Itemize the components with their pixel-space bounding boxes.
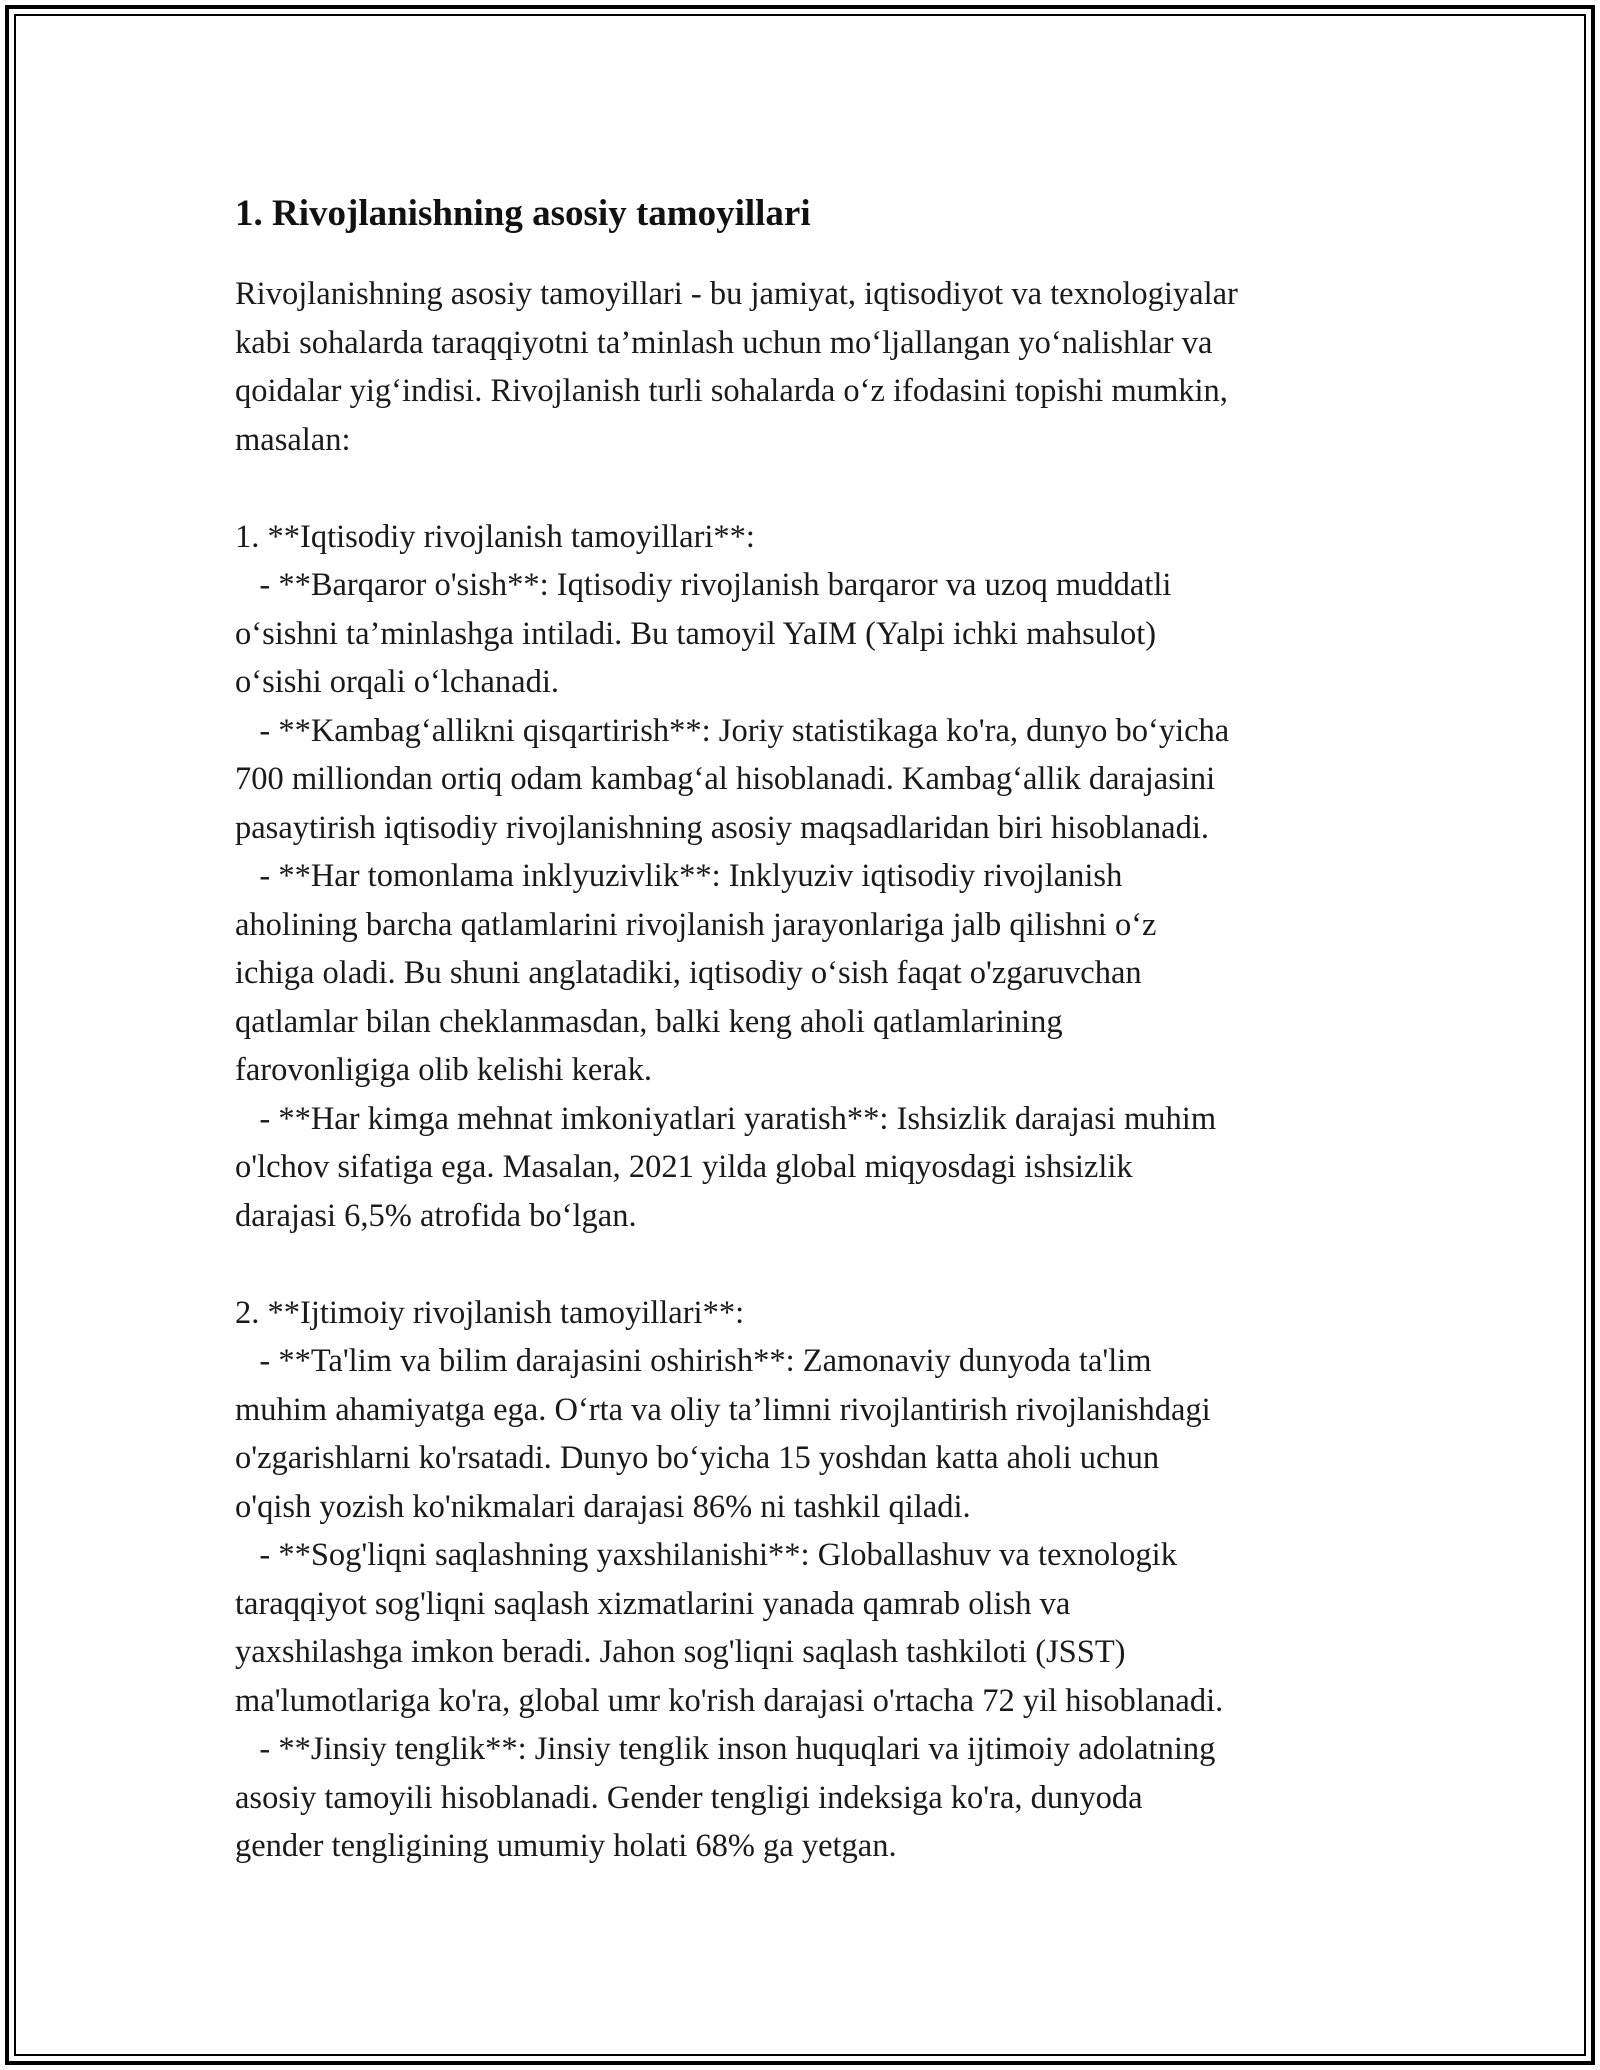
text-line: darajasi 6,5% atrofida bo‘lgan.: [235, 1197, 637, 1234]
text-line: aholining barcha qatlamlarini rivojlanish jarayonlariga jalb qilishni o‘z: [235, 906, 1157, 943]
section-heading: 1. Rivojlanishning asosiy tamoyillari: [235, 193, 811, 234]
text-line: qoidalar yig‘indisi. Rivojlanish turli sohalarda o‘z ifodasini topishi mumkin,: [235, 373, 1228, 409]
text-line: 700 milliondan ortiq odam kambag‘al hisoblanadi. Kambag‘allik darajasini: [235, 761, 1216, 797]
text-line: kabi sohalarda taraqqiyotni ta’minlash uchun mo‘ljallangan yo‘nalishlar va: [235, 324, 1213, 361]
text-line: - **Ta'lim va bilim darajasini oshirish**: Zamonaviy dunyoda ta'lim: [235, 1343, 1152, 1379]
text-line: muhim ahamiyatga ega. O‘rta va oliy ta’limni rivojlantirish rivojlanishdagi: [235, 1391, 1211, 1428]
text-line: masalan:: [235, 421, 351, 458]
text-line: [235, 1240, 1415, 1289]
text-line: - **Barqaror o'sish**: Iqtisodiy rivojlanish barqaror va uzoq muddatli: [235, 567, 1172, 603]
text-line: pasaytirish iqtisodiy rivojlanishning asosiy maqsadlaridan biri hisoblanadi.: [235, 809, 1209, 846]
text-line: - **Jinsiy tenglik**: Jinsiy tenglik inson huquqlari va ijtimoiy adolatning: [235, 1731, 1216, 1767]
text-line: gender tengligining umumiy holati 68% ga yetgan.: [235, 1828, 897, 1864]
text-line: o‘sishni ta’minlashga intiladi. Bu tamoyil YaIM (Yalpi ichki mahsulot): [235, 615, 1157, 652]
text-line: - **Sog'liqni saqlashning yaxshilanishi**: Globallashuv va texnologik: [235, 1537, 1177, 1573]
text-line: ichiga oladi. Bu shuni anglatadiki, iqtisodiy o‘sish faqat o'zgaruvchan: [235, 955, 1142, 991]
text-line: 1. **Iqtisodiy rivojlanish tamoyillari**:: [235, 518, 755, 555]
text-line: o'qish yozish ko'nikmalari darajasi 86% ni tashkil qiladi.: [235, 1488, 971, 1525]
text-line: 2. **Ijtimoiy rivojlanish tamoyillari**:: [235, 1294, 745, 1331]
document-text: [235, 270, 1415, 1871]
text-line: yaxshilashga imkon beradi. Jahon sog'liqni saqlash tashkiloti (JSST): [235, 1634, 1126, 1670]
text-line: Rivojlanishning asosiy tamoyillari - bu jamiyat, iqtisodiyot va texnologiyalar: [235, 276, 1238, 312]
text-line: [235, 464, 1415, 513]
text-line: o‘sishi orqali o‘lchanadi.: [235, 664, 560, 700]
text-line: qatlamlar bilan cheklanmasdan, balki keng aholi qatlamlarining: [235, 1003, 1063, 1040]
text-line: o'lchov sifatiga ega. Masalan, 2021 yilda global miqyosdagi ishsizlik: [235, 1149, 1133, 1185]
text-line: - **Har tomonlama inklyuzivlik**: Inklyuziv iqtisodiy rivojlanish: [235, 858, 1123, 894]
text-line: farovonligiga olib kelishi kerak.: [235, 1052, 652, 1088]
text-line: o'zgarishlarni ko'rsatadi. Dunyo bo‘yicha 15 yoshdan katta aholi uchun: [235, 1440, 1160, 1476]
text-line: ma'lumotlariga ko'ra, global umr ko'rish darajasi o'rtacha 72 yil hisoblanadi.: [235, 1682, 1224, 1719]
text-line: asosiy tamoyili hisoblanadi. Gender tengligi indeksiga ko'ra, dunyoda: [235, 1779, 1143, 1816]
document-body: [235, 188, 1415, 1871]
text-line: - **Kambag‘allikni qisqartirish**: Joriy statistikaga ko'ra, dunyo bo‘yicha: [235, 712, 1230, 749]
text-line: - **Har kimga mehnat imkoniyatlari yaratish**: Ishsizlik darajasi muhim: [235, 1100, 1217, 1137]
text-line: taraqqiyot sog'liqni saqlash xizmatlarini yanada qamrab olish va: [235, 1585, 1071, 1622]
